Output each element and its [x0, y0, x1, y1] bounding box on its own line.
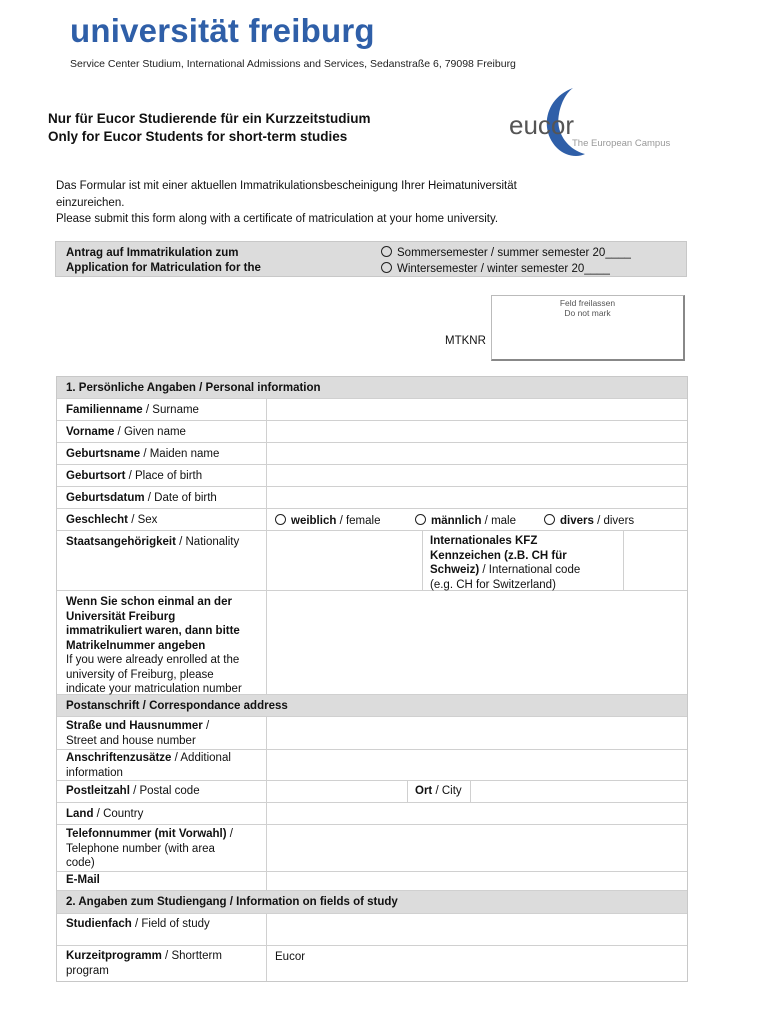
country-label: Land / Country	[66, 808, 144, 820]
kfz-label: Internationales KFZ Kennzeichen (z.B. CH für Schweiz) / International code (e.g. CH for Switzerland)	[430, 535, 581, 591]
maiden-name-row	[57, 443, 687, 465]
intro-line-1: Das Formular ist mit einer aktuellen Immatrikulationsbescheinigung Ihrer Heimatuniversität	[56, 180, 517, 192]
maiden-name-input[interactable]	[267, 443, 687, 464]
intro-line-2: einzureichen.	[56, 196, 125, 209]
matriculation-number-input[interactable]	[267, 591, 687, 694]
mtknr-label: MTKNR	[445, 335, 486, 347]
phone-input[interactable]	[267, 825, 687, 871]
eucor-logo	[505, 84, 705, 164]
sex-label: Geschlecht / Sex	[66, 514, 158, 526]
summer-semester-option[interactable]	[381, 245, 631, 261]
program-row	[57, 946, 687, 981]
mtknr-note	[492, 298, 683, 318]
kfz-input[interactable]	[624, 531, 687, 590]
surname-label: Familienname / Surname	[66, 404, 199, 416]
maiden-name-label: Geburtsname / Maiden name	[66, 448, 220, 460]
zip-input[interactable]	[267, 781, 407, 802]
title-en: Only for Eucor Students for short-term studies	[48, 129, 348, 144]
summer-semester-label: Sommersemester / summer semester 20____	[397, 247, 631, 259]
section-study-title: 2. Angaben zum Studiengang / Information on fields of study	[66, 896, 398, 908]
surname-row	[57, 399, 687, 421]
street-label: Straße und Hausnummer / Street and house number	[66, 720, 210, 747]
email-label: E-Mail	[66, 874, 100, 886]
birthdate-row	[57, 487, 687, 509]
field-of-study-row	[57, 914, 687, 946]
winter-semester-label: Wintersemester / winter semester 20____	[397, 263, 610, 275]
title-de: Nur für Eucor Studierende für ein Kurzzeitstudium	[48, 111, 371, 126]
country-row	[57, 803, 687, 825]
form-title	[48, 110, 371, 146]
program-label: Kurzeitprogramm / Shortterm program	[66, 950, 222, 977]
additional-info-label: Anschriftenzusätze / Additional information	[66, 752, 231, 779]
radio-icon[interactable]	[381, 262, 392, 273]
phone-label: Telefonnummer (mit Vorwahl) / Telephone number (with area code)	[66, 828, 233, 869]
section-personal-header	[57, 377, 687, 399]
phone-row	[57, 825, 687, 872]
mtknr-note-en: Do not mark	[564, 308, 611, 318]
mtknr-field[interactable]	[491, 295, 685, 361]
city-label: Ort / City	[415, 785, 462, 797]
intro-text	[56, 178, 676, 228]
program-value[interactable]: Eucor	[275, 951, 306, 963]
additional-info-input[interactable]	[267, 750, 687, 780]
female-option[interactable]: weiblich / female	[275, 514, 380, 529]
given-name-row	[57, 421, 687, 443]
intro-line-3: Please submit this form along with a certificate of matriculation at your home university.	[56, 213, 499, 225]
birthplace-label: Geburtsort / Place of birth	[66, 470, 203, 482]
university-logo	[70, 14, 375, 47]
section-postal-header	[57, 695, 687, 717]
given-name-label: Vorname / Given name	[66, 426, 186, 438]
field-of-study-input[interactable]	[267, 914, 687, 945]
eucor-tagline: The European Campus	[572, 138, 671, 149]
male-option[interactable]: männlich / male	[415, 514, 516, 529]
additional-info-row	[57, 750, 687, 781]
section-study-header	[57, 891, 687, 914]
radio-icon[interactable]	[415, 514, 426, 525]
previous-enrollment-row	[57, 591, 687, 695]
birthplace-input[interactable]	[267, 465, 687, 486]
radio-icon[interactable]	[544, 514, 555, 525]
surname-input[interactable]	[267, 399, 687, 420]
address-line: Service Center Studium, International Admissions and Services, Sedanstraße 6, 79098 Freiburg	[70, 58, 516, 70]
zip-label: Postleitzahl / Postal code	[66, 785, 200, 797]
mtknr-note-de: Feld freilassen	[559, 298, 616, 308]
application-label-en: Application for Matriculation for the	[66, 262, 261, 274]
birthdate-input[interactable]	[267, 487, 687, 508]
section-personal-title: 1. Persönliche Angaben / Personal information	[66, 382, 321, 394]
country-input[interactable]	[267, 803, 687, 824]
nationality-label: Staatsangehörigkeit / Nationality	[66, 536, 240, 548]
semester-options	[381, 245, 631, 277]
personal-form	[56, 376, 688, 982]
winter-semester-option[interactable]	[381, 261, 631, 277]
section-postal-title: Postanschrift / Correspondance address	[66, 700, 288, 712]
application-label	[66, 246, 261, 276]
nationality-input[interactable]	[267, 531, 422, 590]
diverse-option[interactable]: divers / divers	[544, 514, 634, 529]
email-input[interactable]	[267, 872, 687, 890]
nationality-row	[57, 531, 687, 591]
previous-enrollment-label: Wenn Sie schon einmal an der Universität Freiburg immatrikuliert waren, dann bitte Matrikelnummer angeben If you were already enrolled at the university of Freiburg, please indicate your matriculation number	[66, 596, 242, 695]
application-label-de: Antrag auf Immatrikulation zum	[66, 247, 239, 259]
radio-icon[interactable]	[381, 246, 392, 257]
sex-row	[57, 509, 687, 531]
city-input[interactable]	[471, 781, 687, 802]
application-box	[55, 241, 687, 277]
street-row	[57, 717, 687, 750]
street-input[interactable]	[267, 717, 687, 749]
radio-icon[interactable]	[275, 514, 286, 525]
eucor-logo-text: eucor	[509, 110, 575, 140]
field-of-study-label: Studienfach / Field of study	[66, 918, 210, 930]
logo-text: universität freiburg	[70, 12, 375, 49]
email-row	[57, 872, 687, 891]
zip-city-row	[57, 781, 687, 803]
eucor-logo-graphic	[505, 84, 705, 164]
birthdate-label: Geburtsdatum / Date of birth	[66, 492, 217, 504]
birthplace-row	[57, 465, 687, 487]
given-name-input[interactable]	[267, 421, 687, 442]
